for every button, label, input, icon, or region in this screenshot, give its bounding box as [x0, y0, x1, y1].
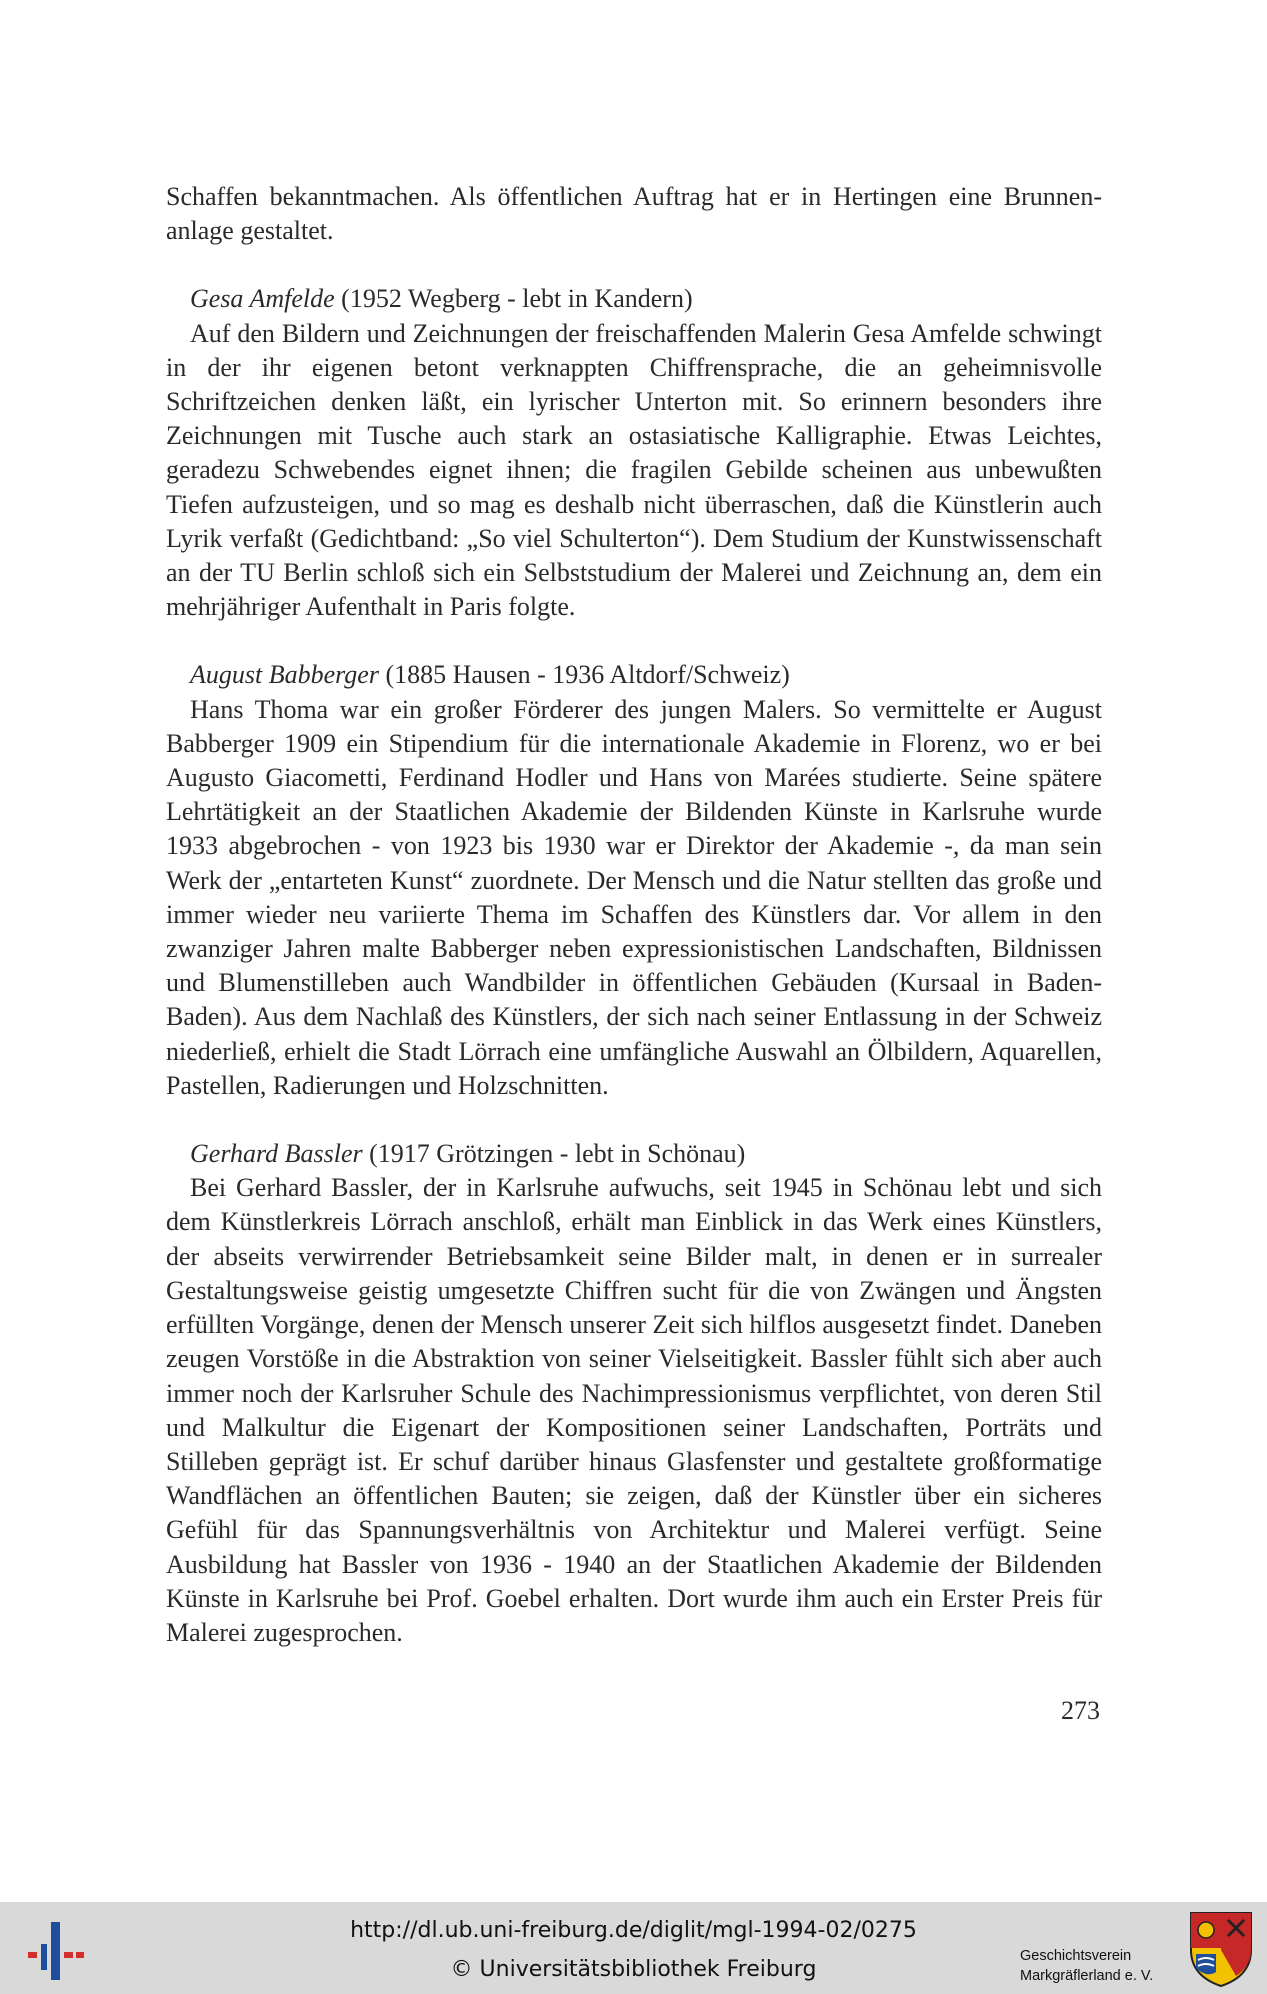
society-line-2: Markgräflerland e. V.	[1020, 1968, 1154, 1984]
society-name	[1020, 1946, 1180, 1986]
footer-copyright: © Universitätsbibliothek Freiburg	[450, 1957, 817, 1982]
intro-paragraph: Schaffen bekanntmachen. Als öffentlichen Auftrag hat er in Hertingen eine Brunnenanlage gestaltet.	[166, 182, 1102, 246]
body-text	[166, 180, 1102, 1650]
footer-url-link[interactable]: http://dl.ub.uni-freiburg.de/diglit/mgl-1994-02/0275	[350, 1918, 917, 1943]
coat-of-arms-icon	[1188, 1910, 1254, 1988]
artist-dates: (1885 Hausen - 1936 Altdorf/Schweiz)	[378, 660, 790, 690]
artist-name: Gerhard Bassler	[190, 1139, 363, 1169]
entry-heading	[166, 282, 1102, 316]
entry-paragraph: Hans Thoma war ein großer Förderer des jungen Malers. So vermittelte er August Babberger 1909 ein Stipendium für die internationale Akademie in Florenz, wo er bei Augusto Giacometti, Ferdinand Hodler und Hans von Marées studierte. Seine spätere Lehrtätigkeit an der Staatlichen Akademie der Bildenden Künste in Karlsruhe wurde 1933 abgebrochen - von 1923 bis 1930 war er Direktor der Akademie -, da man sein Werk der „entarteten Kunst“ zuordnete. Der Mensch und die Natur stellten das große und immer wieder neu variierte Thema im Schaffen des Künstlers dar. Vor allem in den zwanziger Jahren malte Babberger neben expressionistischen Landschaften, Bildnissen und Blumenstilleben auch Wandbilder in öffentlichen Gebäuden (Kursaal in Baden-Baden). Aus dem Nachlaß des Künstlers, der sich nach seiner Entlassung in der Schweiz niederließ, erhielt die Stadt Lörrach eine umfängliche Auswahl an Ölbildern, Aquarellen, Pastellen, Radierungen und Holzschnitten.	[166, 694, 1102, 1100]
entry-heading	[166, 658, 1102, 692]
artist-name: Gesa Amfelde	[190, 284, 335, 314]
artist-dates: (1917 Grötzingen - lebt in Schönau)	[362, 1139, 746, 1169]
page-number: 273	[1061, 1696, 1100, 1725]
entry-paragraph: Bei Gerhard Bassler, der in Karlsruhe aufwuchs, seit 1945 in Schönau lebt und sich dem Künstlerkreis Lörrach anschloß, erhält man Einblick in das Werk eines Künstlers, der abseits verwirrender Betriebsamkeit seine Bilder malt, in denen er in surrealer Gestaltungsweise geistig umgesetzte Chiffren sucht für die von Zwängen und Ängsten erfüllten Vorgänge, denen der Mensch unserer Zeit sich hilflos ausgesetzt findet. Daneben zeugen Vorstöße in die Abstraktion von seiner Vielseitigkeit. Bassler fühlt sich aber auch immer noch der Karlsruher Schule des Nachimpressionismus verpflichtet, von deren Stil und Malkultur die Eigenart der Kompositionen seiner Landschaften, Porträts und Stilleben geprägt ist. Er schuf darüber hinaus Glasfenster und gestaltete großformatige Wandflächen an öffentlichen Bauten; sie zeigen, daß der Künstler über ein sicheres Gefühl für das Spannungsverhältnis von Architektur und Malerei verfügt. Seine Ausbildung hat Bassler von 1936 - 1940 an der Staatlichen Akademie der Bildenden Künste in Karlsruhe bei Prof. Goebel erhalten. Dort wurde ihm auch ein Erster Preis für Malerei zugesprochen.	[166, 1173, 1102, 1647]
society-line-1: Geschichtsverein	[1020, 1948, 1132, 1964]
entry-paragraph: Auf den Bildern und Zeichnungen der freischaffenden Malerin Gesa Amfelde schwingt in der ihr eigenen betont verknappten Chiffrensprache, die an geheimnisvolle Schriftzeichen denken läßt, ein lyrischer Unterton mit. So erinnern besonders ihre Zeichnungen mit Tusche auch stark an ostasiatische Kalligraphie. Etwas Leichtes, geradezu Schwebendes eignet ihnen; die fragilen Gebilde scheinen aus unbewußten Tiefen aufzusteigen, und so mag es deshalb nicht überraschen, daß die Künstlerin auch Lyrik verfaßt (Gedichtband: „So viel Schulterton“). Dem Studium der Kunstwissenschaft an der TU Berlin schloß sich ein Selbststudium der Malerei und Zeichnung an, dem ein mehrjähriger Aufenthalt in Paris folgte.	[166, 318, 1102, 622]
artist-name: August Babberger	[190, 660, 379, 690]
footer-bar	[0, 1902, 1267, 1994]
artist-dates: (1952 Wegberg - lebt in Kandern)	[334, 284, 693, 314]
entry-heading	[166, 1137, 1102, 1171]
